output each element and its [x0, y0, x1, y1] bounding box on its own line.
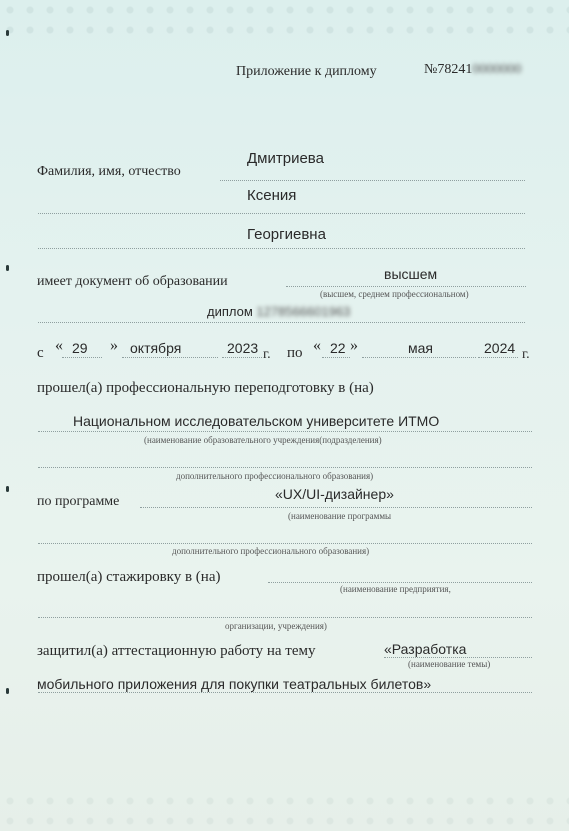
- internship-line-2: [38, 617, 532, 618]
- institution-line: [38, 431, 532, 432]
- program-label: по программе: [37, 494, 120, 509]
- from-day-line: [62, 357, 102, 358]
- from-month: октября: [130, 340, 182, 356]
- supplement-number: [424, 62, 521, 78]
- internship-hint-2: организации, учреждения): [225, 621, 327, 631]
- fio-line: [220, 180, 525, 181]
- to-month-line: [362, 357, 476, 358]
- bottom-ornament: [0, 791, 569, 831]
- diploma-number-redacted: 1278566601963: [256, 304, 351, 319]
- to-day-line: [322, 357, 350, 358]
- retraining-label: прошел(а) профессиональную переподготовку в (на): [37, 380, 374, 396]
- thesis-line: [384, 657, 532, 658]
- from-year: 2023: [227, 340, 259, 356]
- from-year-suffix: г.: [263, 347, 271, 362]
- margin-mark: [6, 486, 9, 492]
- internship-label: прошел(а) стажировку в (на): [37, 569, 221, 585]
- margin-mark: [6, 265, 9, 271]
- education-level: высшем: [384, 266, 438, 282]
- diploma-label: диплом: [207, 304, 253, 319]
- quote-open: «: [55, 337, 63, 354]
- surname: Дмитриева: [247, 150, 324, 167]
- quote-close: »: [350, 337, 358, 354]
- quote-close: »: [110, 337, 118, 354]
- to-month: мая: [408, 340, 433, 356]
- institution-hint-2: дополнительного профессионального образования): [176, 471, 374, 481]
- quote-open: «: [313, 337, 321, 354]
- number-visible: 78241: [437, 62, 473, 77]
- to-year-suffix: г.: [522, 347, 530, 362]
- internship-line: [268, 582, 532, 583]
- thesis-line-2: [38, 692, 532, 693]
- institution-line-2: [38, 467, 532, 468]
- diploma-line: [38, 322, 525, 323]
- name-line: [38, 213, 525, 214]
- thesis-title-part1: «Разработка: [384, 641, 467, 657]
- diploma-line-text: [207, 304, 350, 319]
- top-ornament: [0, 0, 569, 40]
- to-year-line: [478, 357, 518, 358]
- program-line-2: [38, 543, 532, 544]
- program-line: [140, 507, 532, 508]
- patronymic-line: [38, 248, 525, 249]
- program-name: «UX/UI-дизайнер»: [275, 486, 394, 502]
- program-hint-2: дополнительного профессионального образования): [172, 546, 370, 556]
- thesis-hint: (наименование темы): [408, 659, 491, 669]
- to-day: 22: [330, 340, 346, 356]
- number-prefix: №: [424, 62, 438, 77]
- to-prefix: по: [287, 345, 303, 361]
- number-redacted: 0000000: [472, 62, 522, 77]
- thesis-label: защитил(а) аттестационную работу на тему: [37, 643, 316, 659]
- education-hint: (высшем, среднем профессиональном): [320, 289, 469, 299]
- margin-mark: [6, 30, 9, 36]
- supplement-label: Приложение к диплому: [236, 64, 377, 79]
- from-year-line: [222, 357, 262, 358]
- internship-hint: (наименование предприятия,: [340, 584, 451, 594]
- margin-mark: [6, 688, 9, 694]
- education-line: [286, 286, 526, 287]
- from-month-line: [122, 357, 218, 358]
- institution-name: Национальном исследовательском университете ИТМО: [73, 413, 440, 429]
- institution-hint: (наименование образовательного учреждения(подразделения): [144, 435, 382, 445]
- program-hint: (наименование программы: [288, 511, 392, 521]
- thesis-title-part2: мобильного приложения для покупки театральных билетов»: [37, 676, 432, 692]
- first-name: Ксения: [247, 187, 297, 204]
- fio-label: Фамилия, имя, отчество: [37, 164, 181, 179]
- to-year: 2024: [484, 340, 516, 356]
- patronymic: Георгиевна: [247, 226, 326, 243]
- from-prefix: с: [37, 345, 44, 361]
- from-day: 29: [72, 340, 88, 356]
- education-label: имеет документ об образовании: [37, 274, 228, 289]
